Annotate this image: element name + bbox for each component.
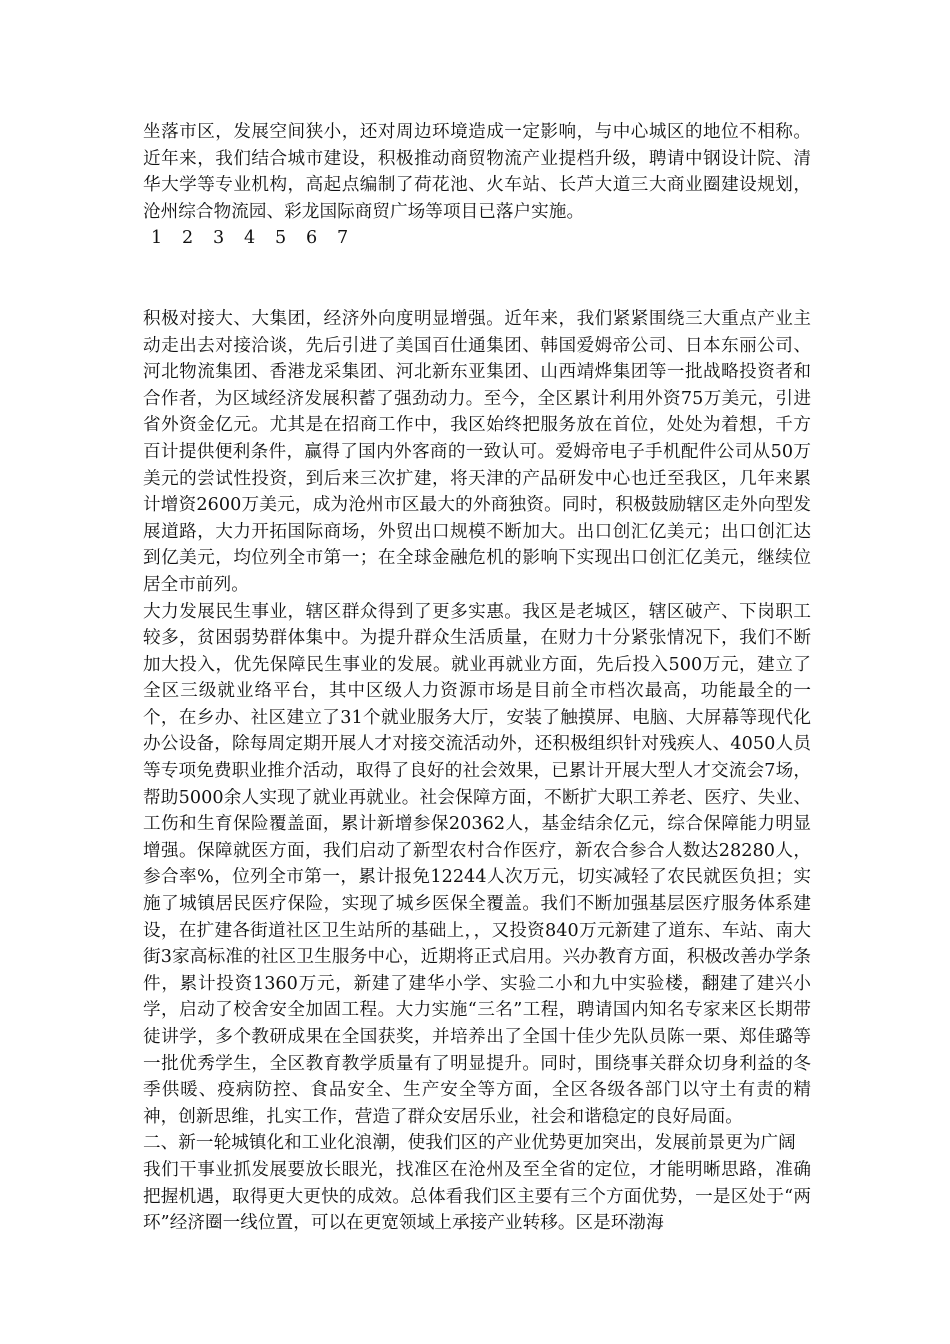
page-number: 6: [306, 228, 318, 249]
page-number: 7: [337, 228, 349, 249]
section-heading: 二、新一轮城镇化和工业化浪潮，使我们区的产业优势更加突出，发展前景更为广阔: [143, 1133, 796, 1154]
document-page: [143, 119, 811, 1237]
paragraph-foreign-investment: 积极对接大、大集团，经济外向度明显增强。近年来，我们紧紧围绕三大重点产业主动走出去对接洽谈，先后引进了美国百仕通集团、韩国爱姆帝公司、日本东丽公司、河北物流集团、香港龙采集团、河北新东亚集团、山西靖烨集团等一批战略投资者和合作者，为区域经济发展积蓄了强劲动力。至今，全区累计利用外资75万美元，引进省外资金亿元。尤其是在招商工作中，我区始终把服务放在首位，处处为着想，千方百计提供便利条件，赢得了国内外客商的一致认可。爱姆帝电子手机配件公司从50万美元的尝试性投资，到后来三次扩建，将天津的产品研发中心也迁至我区，几年来累计增资2600万美元，成为沧州市区最大的外商独资。同时，积极鼓励辖区走外向型发展道路，大力开拓国际商场，外贸出口规模不断加大。出口创汇亿美元；出口创汇达到亿美元，均位列全市第一；在全球金融危机的影响下实现出口创汇亿美元，继续位居全市前列。: [143, 308, 811, 595]
page-number: 2: [182, 228, 194, 249]
page-number-list: [143, 225, 811, 252]
blank-space: [143, 252, 811, 306]
page-number: 1: [151, 228, 163, 249]
paragraph-livelihood: 大力发展民生事业，辖区群众得到了更多实惠。我区是老城区，辖区破产、下岗职工较多，贫困弱势群体集中。为提升群众生活质量，在财力十分紧张情况下，我们不断加大投入，优先保障民生事业的发展。就业再就业方面，先后投入500万元，建立了全区三级就业络平台，其中区级人力资源市场是目前全市档次最高，功能最全的一个，在乡办、社区建立了31个就业服务大厅，安装了触摸屏、电脑、大屏幕等现代化办公设备，除每周定期开展人才对接交流活动外，还积极组织针对残疾人、4050人员等专项免费职业推介活动，取得了良好的社会效果，已累计开展大型人才交流会7场，帮助5000余人实现了就业再就业。社会保障方面，不断扩大职工养老、医疗、失业、工伤和生育保险覆盖面，累计新增参保20362人，基金结余亿元，综合保障能力明显增强。保障就医方面，我们启动了新型农村合作医疗，新农合参合人数达28280人，参合率%，位列全市第一，累计报免12244人次万元，切实减轻了农民就医负担；实施了城镇居民医疗保险，实现了城乡医保全覆盖。我们不断加强基层医疗服务体系建设，在扩建各街道社区卫生站所的基础上，，又投资840万元新建了道东、车站、南大街3家高标准的社区卫生服务中心，近期将正式启用。兴办教育方面，积极改善办学条件，累计投资1360万元，新建了建华小学、实验二小和九中实验楼，翻建了建兴小学，启动了校舍安全加固工程。大力实施“三名”工程，聘请国内知名专家来区长期带徒讲学，多个教研成果在全国获奖，并培养出了全国十佳少先队员陈一栗、郑佳璐等一批优秀学生，全区教育教学质量有了明显提升。同时，围绕事关群众切身利益的冬季供暖、疫病防控、食品安全、生产安全等方面，全区各级各部门以守土有责的精神，创新思维，扎实工作，营造了群众安居乐业，社会和谐稳定的良好局面。: [143, 601, 811, 1127]
paragraph-advantages: 我们干事业抓发展要放长眼光，找准区在沧州及至全省的定位，才能明晰思路，准确把握机遇，取得更大更快的成效。总体看我们区主要有三个方面优势，一是区处于“两环”经济圈一线位置，可以在更宽领域上承接产业转移。区是环渤海: [143, 1159, 811, 1234]
paragraph-commerce-logistics: 坐落市区，发展空间狭小，还对周边环境造成一定影响，与中心城区的地位不相称。近年来，我们结合城市建设，积极推动商贸物流产业提档升级，聘请中钢设计院、清华大学等专业机构，高起点编制了荷花池、火车站、长芦大道三大商业圈建设规划，沧州综合物流园、彩龙国际商贸广场等项目已落户实施。: [143, 122, 811, 222]
page-number: 5: [275, 228, 287, 249]
page-number: 3: [213, 228, 225, 249]
page-number: 4: [244, 228, 256, 249]
